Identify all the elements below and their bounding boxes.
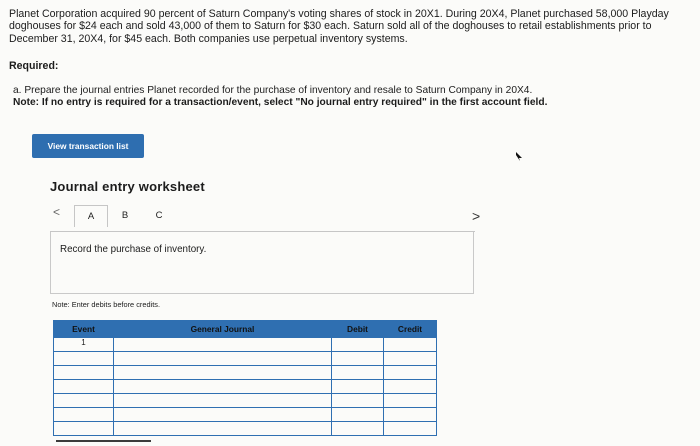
credit-field[interactable] xyxy=(384,338,437,352)
credit-field[interactable] xyxy=(384,422,437,436)
instruction-text: Record the purchase of inventory. xyxy=(60,244,207,255)
credit-field[interactable] xyxy=(384,366,437,380)
tab-a[interactable]: A xyxy=(74,205,108,227)
table-row xyxy=(54,394,437,408)
debit-field[interactable] xyxy=(332,338,384,352)
journal-table xyxy=(53,320,437,436)
debit-field[interactable] xyxy=(332,422,384,436)
mouse-cursor-icon xyxy=(515,152,523,162)
account-field[interactable] xyxy=(114,408,332,422)
debit-field[interactable] xyxy=(332,380,384,394)
table-row xyxy=(54,338,437,352)
credit-field[interactable] xyxy=(384,352,437,366)
problem-statement: Planet Corporation acquired 90 percent of Saturn Company's voting shares of stock in 20X1. During 20X4, Planet purchased 58,000 Playday doghouses for $24 each and sold 43,000 of them to Saturn for $30 each. Saturn sold all of the doghouses to retail establishments prior to December 31, 20X4, for $45 each. Both companies use perpetual inventory systems. xyxy=(9,8,669,45)
table-row xyxy=(54,366,437,380)
view-transaction-list-button[interactable]: View transaction list xyxy=(32,134,144,158)
credit-field[interactable] xyxy=(384,408,437,422)
account-field[interactable] xyxy=(114,352,332,366)
credit-field[interactable] xyxy=(384,380,437,394)
worksheet-tabs xyxy=(74,205,176,226)
event-cell xyxy=(54,352,114,366)
debit-field[interactable] xyxy=(332,352,384,366)
debit-header: Debit xyxy=(332,321,384,338)
table-row xyxy=(54,422,437,436)
prev-arrow-icon[interactable]: < xyxy=(53,205,61,219)
bottom-divider xyxy=(56,440,151,442)
credit-field[interactable] xyxy=(384,394,437,408)
account-field[interactable] xyxy=(114,366,332,380)
account-field[interactable] xyxy=(114,338,332,352)
table-row xyxy=(54,380,437,394)
credit-header: Credit xyxy=(384,321,437,338)
account-field[interactable] xyxy=(114,394,332,408)
account-field[interactable] xyxy=(114,380,332,394)
part-a-text: a. Prepare the journal entries Planet recorded for the purchase of inventory and resale to Saturn Company in 20X4. xyxy=(13,85,533,96)
instruction-box xyxy=(50,232,474,294)
event-cell xyxy=(54,366,114,380)
tab-b[interactable]: B xyxy=(121,210,129,221)
worksheet-title: Journal entry worksheet xyxy=(50,179,205,194)
general-journal-header: General Journal xyxy=(114,321,332,338)
event-cell xyxy=(54,422,114,436)
part-a xyxy=(13,85,683,110)
debit-field[interactable] xyxy=(332,366,384,380)
account-field[interactable] xyxy=(114,422,332,436)
event-cell xyxy=(54,408,114,422)
tab-c[interactable]: C xyxy=(155,210,163,221)
table-row xyxy=(54,408,437,422)
event-cell xyxy=(54,394,114,408)
debit-field[interactable] xyxy=(332,394,384,408)
debit-field[interactable] xyxy=(332,408,384,422)
next-arrow-icon[interactable]: > xyxy=(472,208,481,224)
event-cell: 1 xyxy=(54,338,114,352)
event-cell xyxy=(54,380,114,394)
debit-credit-note: Note: Enter debits before credits. xyxy=(52,300,161,309)
required-heading: Required: xyxy=(9,60,59,72)
event-header: Event xyxy=(54,321,114,338)
part-a-note: Note: If no entry is required for a transaction/event, select "No journal entry required" in the first account field. xyxy=(13,97,548,109)
table-row xyxy=(54,352,437,366)
